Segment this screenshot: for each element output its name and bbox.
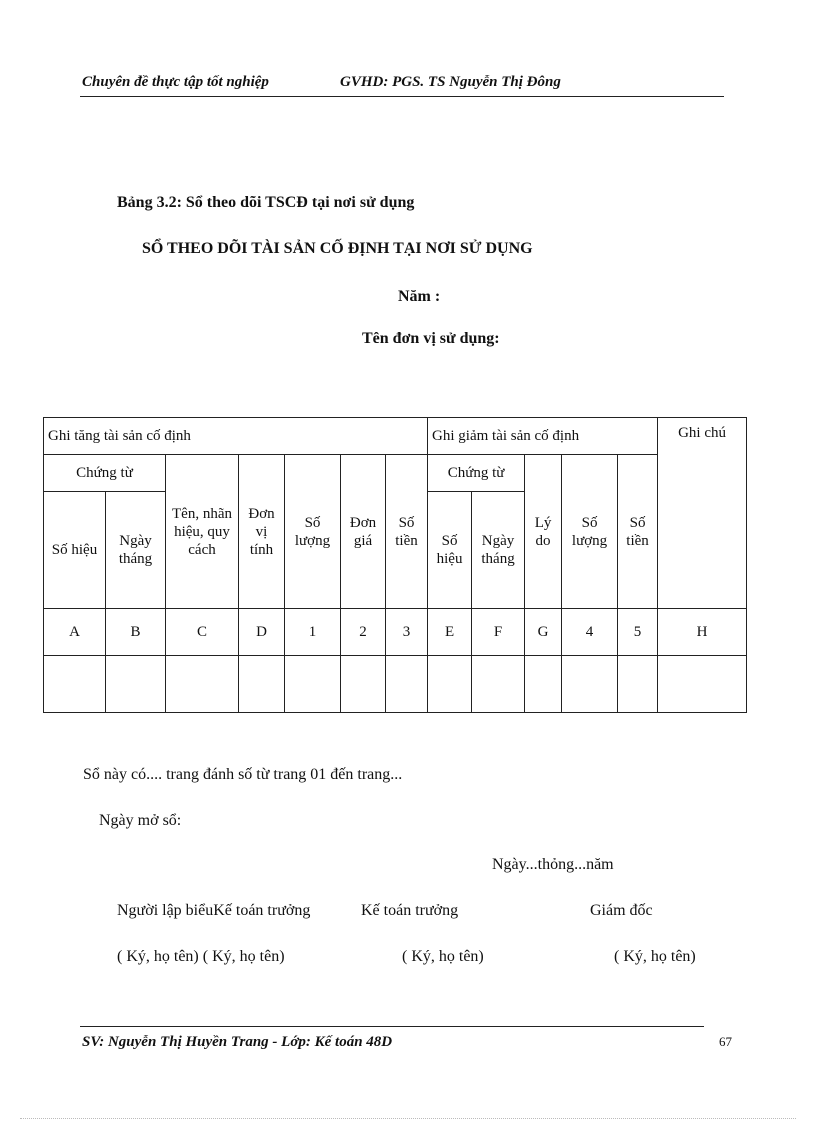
entry-cell	[472, 656, 525, 713]
code-cell: 1	[285, 609, 341, 656]
voucher-date-decrease-header: Ngày tháng	[472, 492, 525, 609]
entry-cell	[166, 656, 239, 713]
table-row	[44, 455, 747, 492]
page-count-line: Sổ này có.... trang đánh số từ trang 01 đến trang...	[83, 766, 403, 783]
code-cell: G	[525, 609, 562, 656]
entry-cell	[44, 656, 106, 713]
quantity-decrease-header: Số lượng	[562, 455, 618, 609]
entry-cell	[341, 656, 386, 713]
entry-cell	[658, 656, 747, 713]
voucher-number-decrease-header: Số hiệu	[428, 492, 472, 609]
code-cell: 3	[386, 609, 428, 656]
voucher-number-header: Số hiệu	[44, 492, 106, 609]
voucher-decrease-header: Chứng từ	[428, 455, 525, 492]
code-cell: 4	[562, 609, 618, 656]
signature-director-note: ( Ký, họ tên)	[614, 948, 696, 965]
increase-group-header: Ghi tăng tài sản cố định	[44, 418, 428, 455]
header-rule	[80, 96, 724, 97]
empty-entry-row	[44, 656, 747, 713]
entry-cell	[618, 656, 658, 713]
asset-ledger-table	[43, 417, 747, 713]
asset-name-header: Tên, nhãn hiệu, quy cách	[166, 455, 239, 609]
date-line: Ngày...thỏng...năm	[492, 856, 614, 873]
reason-header: Lý do	[525, 455, 562, 609]
footer-student: SV: Nguyễn Thị Huyền Trang - Lớp: Kế toán 48D	[82, 1034, 393, 1050]
voucher-header: Chứng từ	[44, 455, 166, 492]
code-cell: A	[44, 609, 106, 656]
entry-cell	[285, 656, 341, 713]
code-cell: E	[428, 609, 472, 656]
code-cell: B	[106, 609, 166, 656]
signature-preparer-note: ( Ký, họ tên) ( Ký, họ tên)	[117, 948, 285, 965]
page-bottom-divider	[20, 1118, 796, 1119]
code-row	[44, 609, 747, 656]
voucher-date-header: Ngày tháng	[106, 492, 166, 609]
unit-price-header: Đơn giá	[341, 455, 386, 609]
decrease-group-header: Ghi giảm tài sản cố định	[428, 418, 658, 455]
header-thesis-title: Chuyên đề thực tập tốt nghiệp	[82, 74, 269, 90]
entry-cell	[386, 656, 428, 713]
year-label: Năm :	[398, 288, 441, 305]
signature-accountant-note: ( Ký, họ tên)	[402, 948, 484, 965]
code-cell: 5	[618, 609, 658, 656]
page-number: 67	[719, 1034, 732, 1049]
footer-rule	[80, 1026, 704, 1027]
entry-cell	[428, 656, 472, 713]
code-cell: F	[472, 609, 525, 656]
amount-header: Số tiền	[386, 455, 428, 609]
code-cell: H	[658, 609, 747, 656]
entry-cell	[562, 656, 618, 713]
entry-cell	[106, 656, 166, 713]
code-cell: D	[239, 609, 285, 656]
code-cell: 2	[341, 609, 386, 656]
entry-cell	[239, 656, 285, 713]
quantity-header: Số lượng	[285, 455, 341, 609]
notes-header: Ghi chú	[658, 418, 747, 609]
header-advisor: GVHD: PGS. TS Nguyễn Thị Đông	[340, 74, 561, 90]
signature-preparer-title: Người lập biểuKế toán trưởng	[117, 902, 311, 919]
amount-decrease-header: Số tiền	[618, 455, 658, 609]
unit-label: Tên đơn vị sử dụng:	[362, 330, 500, 347]
open-date-line: Ngày mở sổ:	[99, 812, 182, 829]
ledger-title: SỔ THEO DÕI TÀI SẢN CỐ ĐỊNH TẠI NƠI SỬ DỤNG	[142, 240, 533, 257]
entry-cell	[525, 656, 562, 713]
table-caption: Bảng 3.2: Sổ theo dõi TSCĐ tại nơi sử dụng	[117, 194, 415, 211]
signature-director-title: Giám đốc	[590, 902, 653, 919]
unit-header: Đơn vị tính	[239, 455, 285, 609]
signature-accountant-title: Kế toán trưởng	[361, 902, 459, 919]
code-cell: C	[166, 609, 239, 656]
table-row	[44, 418, 747, 455]
